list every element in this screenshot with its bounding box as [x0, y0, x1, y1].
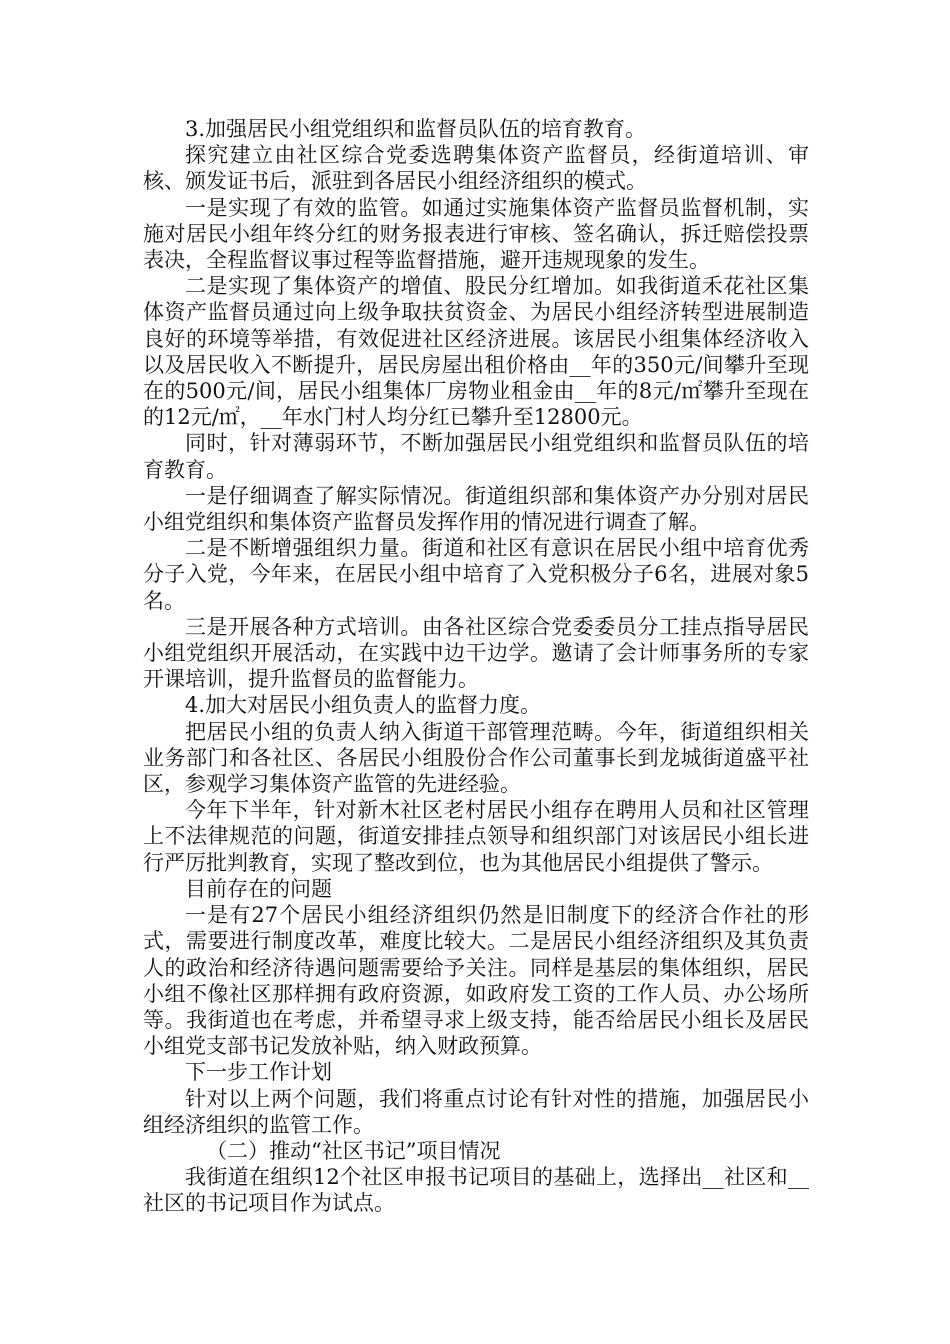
paragraph: 今年下半年，针对新木社区老村居民小组存在聘用人员和社区管理上不法律规范的问题，街道安排挂点领导和组织部门对该居民小组长进行严厉批判教育，实现了整改到位，也为其他居民小组提供了警示。 [143, 798, 809, 875]
paragraph: 我街道在组织12个社区申报书记项目的基础上，选择出__社区和__社区的书记项目作为试点。 [143, 1165, 809, 1216]
paragraph: 针对以上两个问题，我们将重点讨论有针对性的措施，加强居民小组经济组织的监管工作。 [143, 1086, 809, 1137]
paragraph: 探究建立由社区综合党委选聘集体资产监督员，经街道培训、审核、颁发证书后，派驻到各居民小组经济组织的模式。 [143, 143, 809, 194]
paragraph: 一是实现了有效的监管。如通过实施集体资产监督员监督机制，实施对居民小组年终分红的财务报表进行审核、签名确认，拆迁赔偿投票表决，全程监督议事过程等监督措施，避开违规现象的发生。 [143, 195, 809, 273]
paragraph: 一是仔细调查了解实际情况。街道组织部和集体资产办分别对居民小组党组织和集体资产监督员发挥作用的情况进行调查了解。 [143, 483, 809, 535]
section-heading-secretary-project: （二）推动“社区书记”项目情况 [206, 1138, 501, 1163]
paragraph: 二是实现了集体资产的增值、股民分红增加。如我街道禾花社区集体资产监督员通过向上级争取扶贫资金、为居民小组经济转型进展制造良好的环境等举措，有效促进社区经济进展。该居民小组集体经济收入以及居民收入不断提升，居民房屋出租价格由__年的350元/间攀升至现在的500元/间，居民小组集体厂房物业租金由__年的8元/㎡攀升至现在的12元/㎡，__年水门村人均分红已攀升至12800元。 [143, 274, 809, 430]
paragraph: 同时，针对薄弱环节，不断加强居民小组党组织和监督员队伍的培育教育。 [143, 431, 809, 482]
document-page [143, 116, 809, 1217]
section-heading-4: 4.加大对居民小组负责人的监督力度。 [185, 693, 542, 718]
paragraph: 二是不断增强组织力量。街道和社区有意识在居民小组中培育优秀分子入党，今年来，在居民小组中培育了入党积极分子6名，进展对象5名。 [143, 536, 809, 613]
section-heading-next-plan: 下一步工作计划 [185, 1060, 332, 1085]
section-heading-3: 3.加强居民小组党组织和监督员队伍的培育教育。 [185, 117, 647, 141]
paragraph: 三是开展各种方式培训。由各社区综合党委委员分工挂点指导居民小组党组织开展活动，在实践中边干边学。邀请了会计师事务所的专家开课培训，提升监督员的监督能力。 [143, 614, 809, 692]
section-heading-problems: 目前存在的问题 [185, 876, 332, 901]
paragraph: 一是有27个居民小组经济组织仍然是旧制度下的经济合作社的形式，需要进行制度改革，难度比较大。二是居民小组经济组织及其负责人的政治和经济待遇问题需要给予关注。同样是基层的集体组织，居民小组不像社区那样拥有政府资源，如政府发工资的工作人员、办公场所等。我街道也在考虑，并希望寻求上级支持，能否给居民小组长及居民小组党支部书记发放补贴，纳入财政预算。 [143, 903, 809, 1059]
paragraph: 把居民小组的负责人纳入街道干部管理范畴。今年，街道组织相关业务部门和各社区、各居民小组股份合作公司董事长到龙城街道盛平社区，参观学习集体资产监管的先进经验。 [143, 719, 809, 797]
